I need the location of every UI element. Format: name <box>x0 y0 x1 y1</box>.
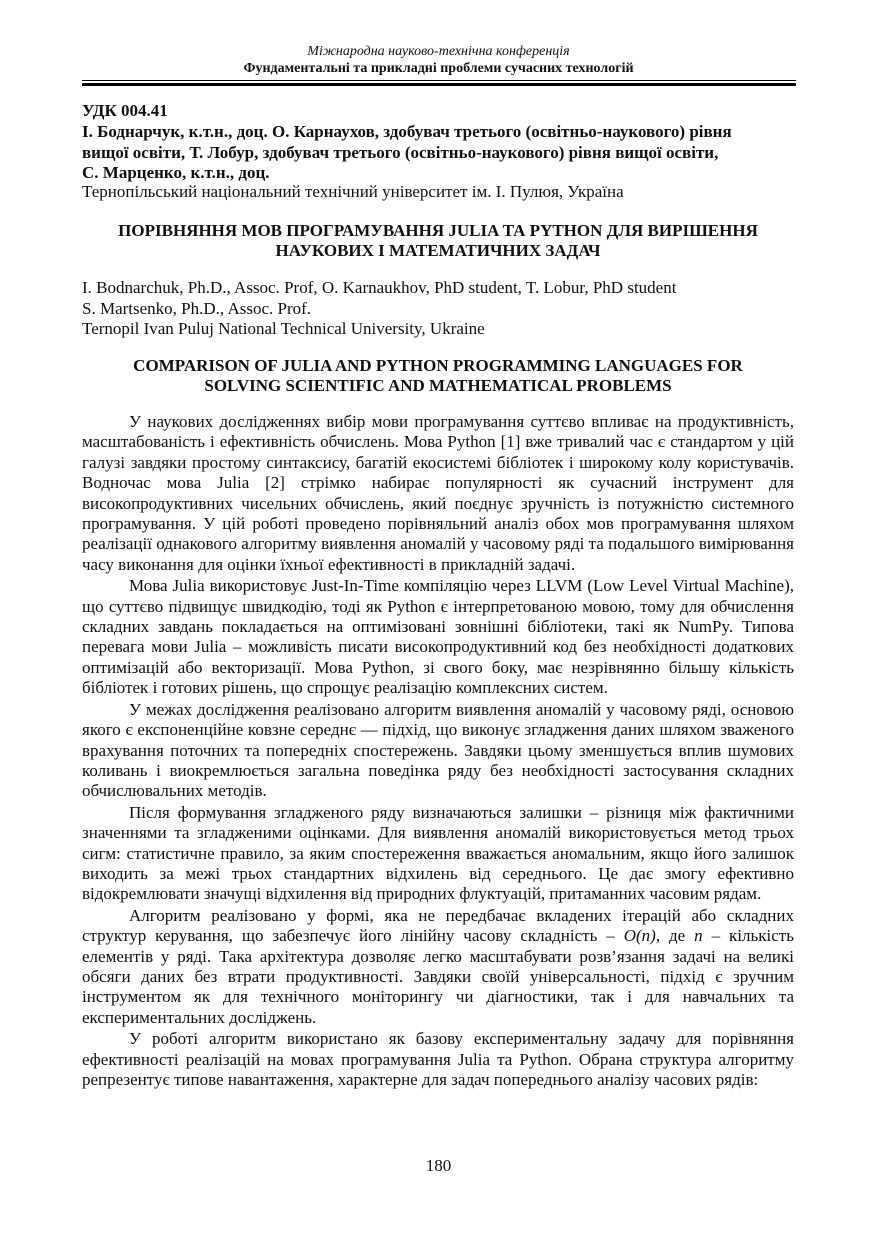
paragraph-text: , де <box>655 926 695 946</box>
authors-ukrainian <box>82 122 794 184</box>
authors-english <box>82 278 794 340</box>
paragraph: Після формування згладженого ряду визначаються залишки – різниця між фактичними значеннями та згладженими оцінками. Для виявлення аномалій використовується метод трьох сигм: статистичне правило, за яким спостереження вважається аномальним, якщо його залишок виходить за межі трьох стандартних відхилень від середнього. Це дає змогу ефективно відокремлювати значущі відхилення від природних флуктуацій, притаманних часовим рядам. <box>82 802 794 904</box>
paragraph-text: – кількість елементів у ряді. Така архітектура дозволяє легко масштабувати розв’язання задачі на великі обсяги даних без втрати продуктивності. Завдяки своїй універсальності, підхід є зручним інструментом як для технічного моніторингу чи діагностики, так і для навчальних та експериментальних досліджень. <box>82 926 794 1027</box>
authors-uk-line: І. Боднарчук, к.т.н., доц. О. Карнаухов, здобувач третього (освітньо-наукового) рівня <box>82 122 732 141</box>
affiliation-english: Ternopil Ivan Puluj National Technical University, Ukraine <box>82 319 485 338</box>
title-ukrainian <box>82 221 794 261</box>
title-en-line: SOLVING SCIENTIFIC AND MATHEMATICAL PROBLEMS <box>204 376 672 395</box>
paragraph: У роботі алгоритм використано як базову експериментальну задачу для порівняння ефективності реалізацій на мовах програмування Julia та Python. Обрана структура алгоритму репрезентує типове навантаження, характерне для задач попереднього аналізу часових рядів: <box>82 1029 794 1089</box>
complexity-formula: O(n) <box>623 926 656 946</box>
header-rule-thin <box>82 80 796 81</box>
title-english <box>82 356 794 396</box>
paragraph: У наукових дослідженнях вибір мови програмування суттєво впливає на продуктивність, масштабованість і ефективність обчислень. Мова Python [1] вже тривалий час є стандартом у цій галузі завдяки простому синтаксису, багатій екосистемі бібліотек і широкому колу користувачів. Водночас мова Julia [2] стрімко набирає популярності як сучасний інструмент для високопродуктивних чисельних обчислень, який поєднує зручність із потужністю системного програмування. У цій роботі проведено порівняльний аналіз обох мов програмування шляхом реалізації однакового алгоритму виявлення аномалій у часовому ряді та подальшого вимірювання часу виконання для оцінки їхньої ефективності в прикладній задачі. <box>82 412 794 574</box>
affiliation-ukrainian: Тернопільський національний технічний університет ім. І. Пулюя, Україна <box>82 182 624 201</box>
paragraph-text: Алгоритм реалізовано у формі, яка не передбачає вкладених ітерацій або складних структур керування, що забезпечує його лінійну часову складність – <box>82 905 794 946</box>
math-variable: n <box>694 926 703 946</box>
running-header-conference: Міжнародна науково-технічна конференція <box>307 44 570 59</box>
paragraph: Мова Julia використовує Just-In-Time компіляцію через LLVM (Low Level Virtual Machine), що суттєво підвищує швидкодію, тоді як Python є інтерпретованою мовою, тому для обчислення складних завдань покладається на оптимізовані зовнішні бібліотеки, такі як NumPy. Типова перевага мови Julia – можливість писати високопродуктивний код без необхідності додаткових оптимізацій або векторизації. Мова Python, зі свого боку, має незрівнянно більшу кількість бібліотек і готових рішень, що спрощує реалізацію комплексних систем. <box>82 576 794 698</box>
body-text <box>82 412 794 1090</box>
header-rule-thick <box>82 83 796 86</box>
title-uk-line: НАУКОВИХ І МАТЕМАТИЧНИХ ЗАДАЧ <box>275 241 601 260</box>
udc-code: УДК 004.41 <box>82 101 168 120</box>
running-header-title: Фундаментальні та прикладні проблеми сучасних технологій <box>243 61 634 76</box>
authors-uk-line: вищої освіти, Т. Лобур, здобувач третього (освітньо-наукового) рівня вищої освіти, <box>82 142 719 162</box>
paragraph <box>82 906 794 1028</box>
title-en-line: COMPARISON OF JULIA AND PYTHON PROGRAMMING LANGUAGES FOR <box>133 356 743 375</box>
paragraph: У межах дослідження реалізовано алгоритм виявлення аномалій у часовому ряді, основою якого є експоненційне ковзне середнє — підхід, що виконує згладження даних шляхом зваженого врахування поточних та попередніх спостережень. Завдяки цьому зменшується вплив шумових коливань і виокремлюється загальна поведінка ряду без необхідності застосування складних обчислювальних методів. <box>82 699 794 801</box>
page-number: 180 <box>425 1156 452 1175</box>
authors-en-line: I. Bodnarchuk, Ph.D., Assoc. Prof, O. Karnaukhov, PhD student, T. Lobur, PhD student <box>82 278 677 297</box>
title-uk-line: ПОРІВНЯННЯ МОВ ПРОГРАМУВАННЯ JULIA ТА PYTHON ДЛЯ ВИРІШЕННЯ <box>118 221 758 240</box>
authors-uk-line: С. Марценко, к.т.н., доц. <box>82 163 270 182</box>
authors-en-line: S. Martsenko, Ph.D., Assoc. Prof. <box>82 298 312 318</box>
